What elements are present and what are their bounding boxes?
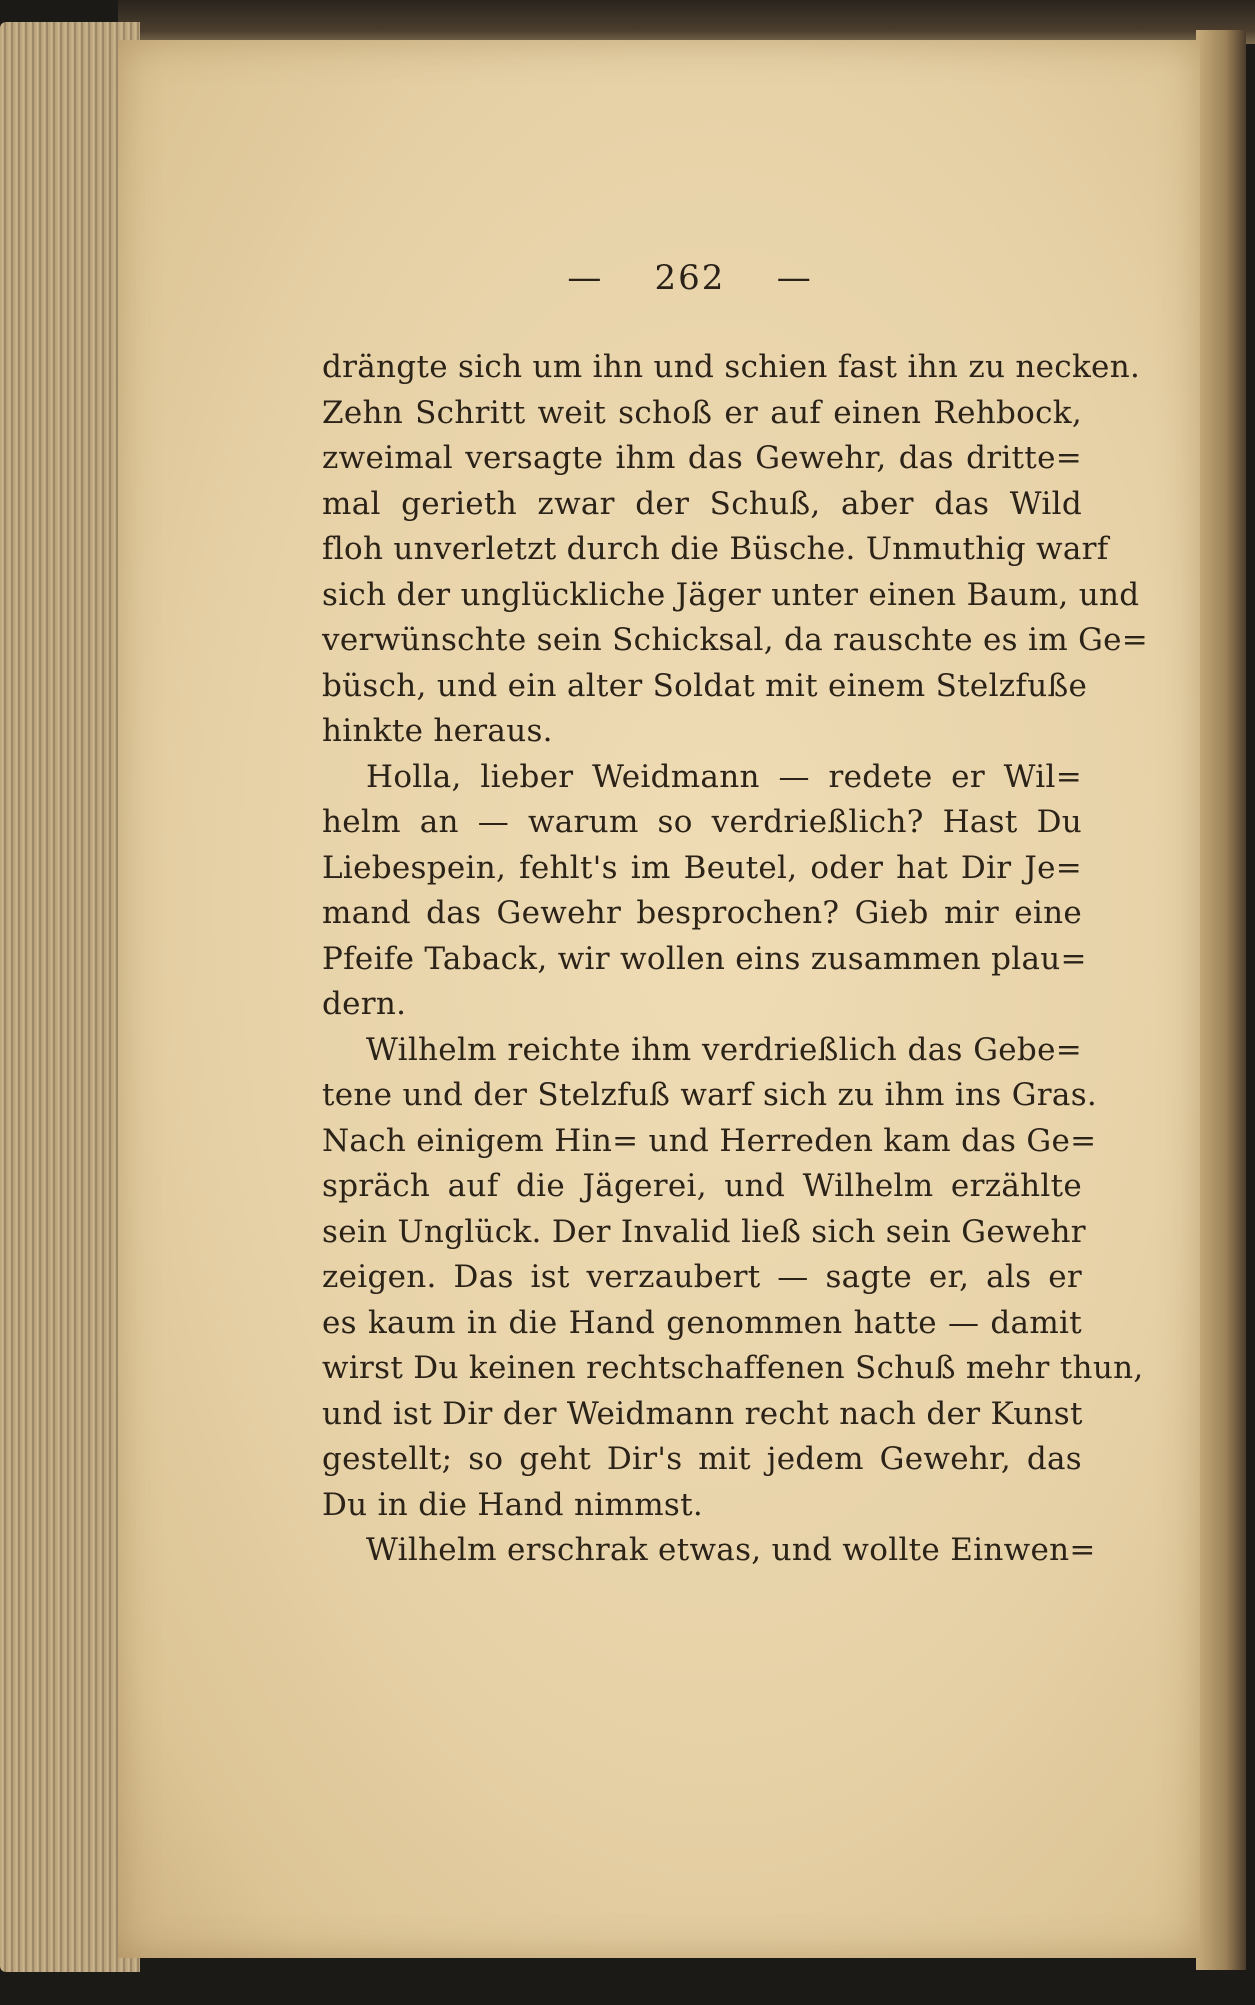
header-dash-left: — (567, 258, 604, 298)
text-line: Wilhelm erschrak etwas, und wollte Einwen= (366, 1532, 1096, 1568)
page-number: 262 (654, 258, 726, 298)
text-line: mal gerieth zwar der Schuß, aber das Wild (322, 485, 1082, 522)
book-top-edge (118, 0, 1255, 44)
text-line: dern. (322, 986, 407, 1022)
body-text (322, 345, 1149, 1574)
text-line: Liebespein, fehlt's im Beutel, oder hat Dir Je= (322, 849, 1082, 886)
text-line: zeigen. Das ist verzaubert — sagte er, als er (322, 1259, 1082, 1295)
text-line: wirst Du keinen rechtschaffenen Schuß mehr thun, (322, 1350, 1144, 1386)
header-dash-right: — (776, 258, 813, 298)
text-line: Holla, lieber Weidmann — redete er Wil= (366, 758, 1082, 795)
text-line: Zehn Schritt weit schoß er auf einen Rehbock, (322, 394, 1082, 431)
text-line: floh unverletzt durch die Büsche. Unmuthig warf (322, 531, 1109, 567)
text-line: helm an — warum so verdrießlich? Hast Du (322, 804, 1082, 840)
text-line: gestellt; so geht Dir's mit jedem Gewehr, das (322, 1441, 1082, 1477)
text-line: verwünschte sein Schicksal, da rauschte es im Ge= (322, 622, 1149, 658)
text-line: sein Unglück. Der Invalid ließ sich sein Gewehr (322, 1213, 1086, 1250)
text-line: mand das Gewehr besprochen? Gieb mir eine (322, 895, 1082, 931)
text-line: büsch, und ein alter Soldat mit einem Stelzfuße (322, 667, 1088, 704)
text-line: Pfeife Taback, wir wollen eins zusammen plau= (322, 940, 1087, 977)
text-line: drängte sich um ihn und schien fast ihn zu necken. (322, 349, 1141, 385)
text-line: zweimal versagte ihm das Gewehr, das dritte= (322, 440, 1082, 476)
text-line: und ist Dir der Weidmann recht nach der Kunst (322, 1395, 1083, 1432)
text-line: Nach einigem Hin= und Herreden kam das Ge= (322, 1122, 1097, 1159)
page-header (540, 258, 840, 298)
text-line: es kaum in die Hand genommen hatte — damit (322, 1304, 1082, 1341)
text-line: hinkte heraus. (322, 713, 553, 749)
text-line: spräch auf die Jägerei, und Wilhelm erzählte (322, 1168, 1082, 1204)
book-right-edge (1196, 30, 1246, 1970)
text-line: tene und der Stelzfuß warf sich zu ihm ins Gras. (322, 1077, 1098, 1113)
text-line: sich der unglückliche Jäger unter einen Baum, und (322, 576, 1140, 613)
text-line: Wilhelm reichte ihm verdrießlich das Gebe= (366, 1031, 1082, 1068)
text-line: Du in die Hand nimmst. (322, 1486, 704, 1523)
